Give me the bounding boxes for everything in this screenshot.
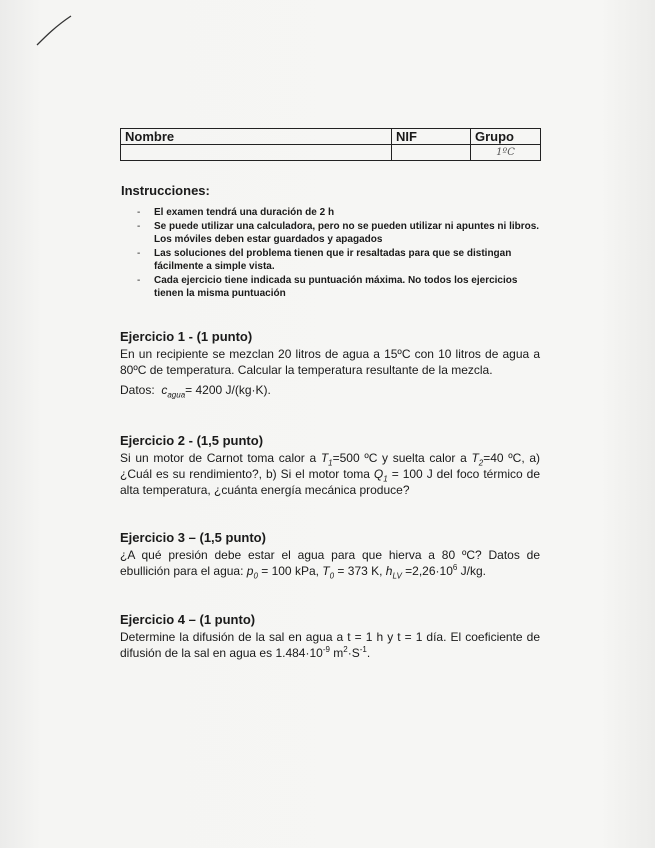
grupo-value: 1ºC xyxy=(471,145,541,161)
exercise-4-title: Ejercicio 4 – (1 punto) xyxy=(120,612,256,627)
pen-stroke-mark xyxy=(34,14,74,48)
exercise-3 xyxy=(120,530,540,579)
grupo-label: Grupo xyxy=(471,129,541,145)
student-info-table xyxy=(120,128,541,161)
exercise-1-datos: Datos: $c_{agua}= 4200$ J/(kg·K). xyxy=(120,383,271,400)
exercise-1-title: Ejercicio 1 - (1 punto) xyxy=(120,329,253,344)
nif-label: NIF xyxy=(392,129,471,145)
exercise-4-body: Determine la difusión de la sal en agua a t = 1 h y t = 1 día. El coeficiente de difusión de la sal en agua es $1.484\cdot 10^{-9}$ $m^2\cdot S^{-1}$. xyxy=(120,630,540,660)
instructions-title: Instrucciones: xyxy=(121,183,210,198)
exercise-1 xyxy=(120,329,540,400)
instructions-list xyxy=(137,206,542,301)
exercise-2-body: Si un motor de Carnot toma calor a $T_1=500$ ºC y suelta calor a $T_2=40$ ºC, a) ¿Cuál es su rendimiento?, b) Si el motor toma $Q_1 = 100$ J del foco térmico de alta temperatura, ¿cuánta energía mecánica produce? xyxy=(120,451,540,497)
instruction-item: - Se puede utilizar una calculadora, pero no se pueden utilizar ni apuntes ni libros. Los móviles deben estar guardados y apagados xyxy=(137,220,542,246)
nif-field[interactable] xyxy=(392,145,471,161)
exercise-1-body: En un recipiente se mezclan 20 litros de agua a 15ºC con 10 litros de agua a 80ºC de temperatura. Calcular la temperatura resultante de la mezcla. xyxy=(120,347,540,377)
exercise-3-title: Ejercicio 3 – (1,5 punto) xyxy=(120,530,266,545)
exercise-4 xyxy=(120,612,540,661)
exercise-2-title: Ejercicio 2 - (1,5 punto) xyxy=(120,433,264,448)
nombre-field[interactable] xyxy=(121,145,392,161)
instruction-item: - Las soluciones del problema tienen que ir resaltadas para que se distingan fácilmente a simple vista. xyxy=(137,247,542,273)
nombre-label: Nombre xyxy=(121,129,392,145)
instruction-item: - El examen tendrá una duración de 2 h xyxy=(137,206,542,219)
exercise-2 xyxy=(120,433,540,498)
instruction-item: - Cada ejercicio tiene indicada su puntuación máxima. No todos los ejercicios tienen la misma puntuación xyxy=(137,274,542,300)
exercise-3-body: ¿A qué presión debe estar el agua para que hierva a 80 ºC? Datos de ebullición para el agua: $p_0 = 100$ kPa, $T_0 = 373$ K, $h_{LV} =2,26\cdot 10^6$ J/kg. xyxy=(120,548,540,581)
